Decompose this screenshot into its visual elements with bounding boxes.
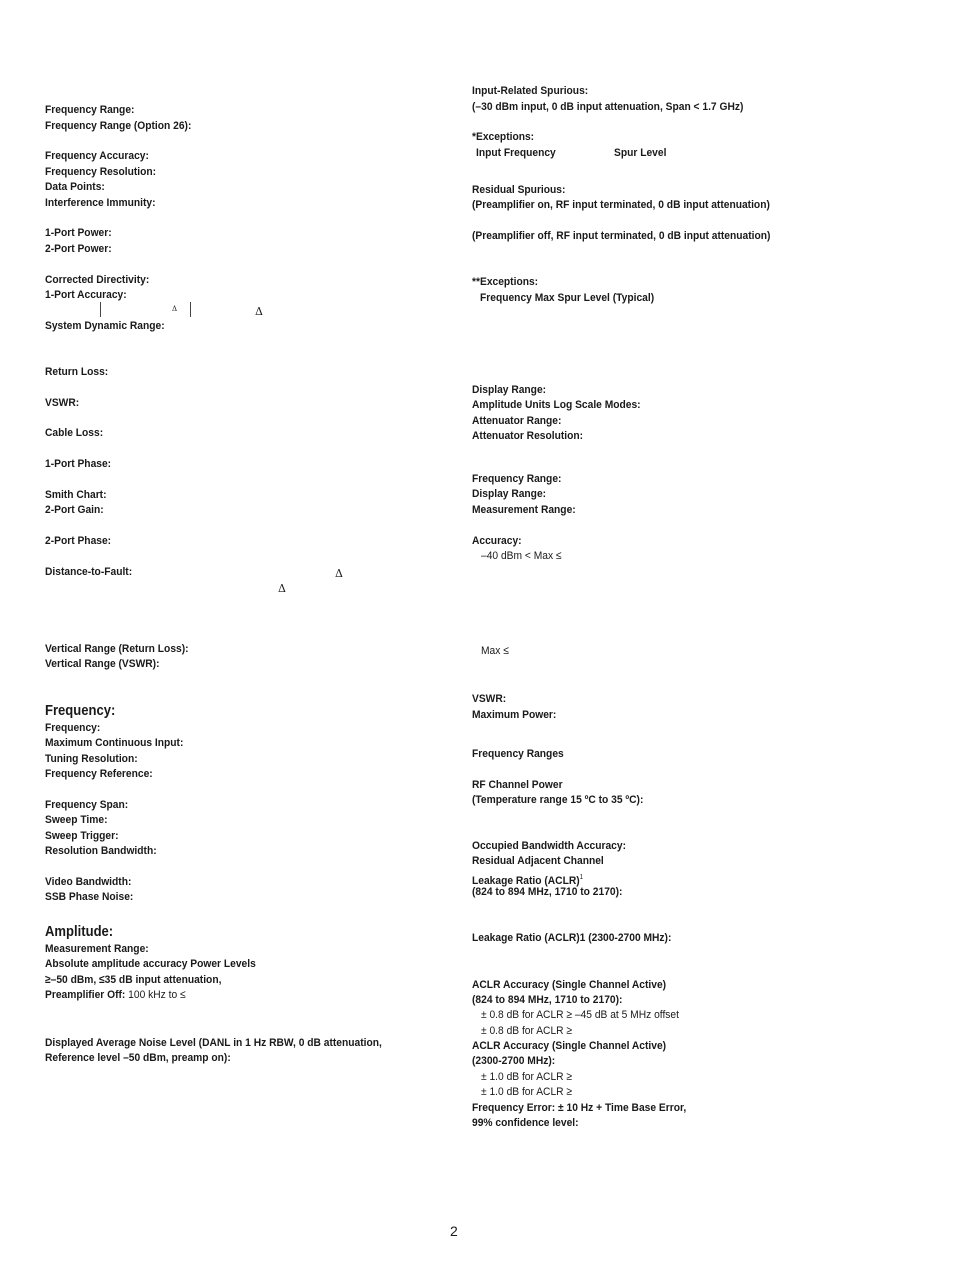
value-preamplifier-off: 100 kHz to ≤ bbox=[128, 989, 186, 1001]
label-power-meter-measurement-range: Measurement Range: bbox=[472, 504, 576, 516]
label-power-meter-display-range: Display Range: bbox=[472, 488, 547, 500]
label-tuning-resolution: Tuning Resolution: bbox=[45, 753, 138, 765]
label-exceptions-2: **Exceptions: bbox=[472, 276, 539, 288]
label-preamp-off-condition: (Preamplifier off, RF input terminated, 0 dB input attenuation) bbox=[472, 230, 771, 242]
delta-symbol: Δ bbox=[278, 582, 286, 595]
aclr-line-2: ± 0.8 dB for ACLR ≥ bbox=[481, 1025, 573, 1037]
label-frequency-range-option-26: Frequency Range (Option 26): bbox=[45, 120, 192, 132]
label-accuracy: Accuracy: bbox=[472, 535, 522, 547]
accuracy-condition-2: Max ≤ bbox=[481, 645, 509, 657]
heading-amplitude: Amplitude: bbox=[45, 924, 114, 940]
label-attenuator-resolution: Attenuator Resolution: bbox=[472, 430, 584, 442]
label-temperature-range: (Temperature range 15 ºC to 35 ºC): bbox=[472, 794, 644, 806]
delta-symbol: Δ bbox=[335, 567, 343, 580]
label-attenuator-range: Attenuator Range: bbox=[472, 415, 562, 427]
column-spur-level: Spur Level bbox=[614, 147, 667, 159]
label-frequency-resolution: Frequency Resolution: bbox=[45, 166, 157, 178]
label-preamplifier-off: Preamplifier Off: bbox=[45, 989, 126, 1001]
label-preamp-on-condition: (Preamplifier on, RF input terminated, 0 dB input attenuation) bbox=[472, 199, 770, 211]
label-input-related-condition: (–30 dBm input, 0 dB input attenuation, Span < 1.7 GHz) bbox=[472, 101, 744, 113]
label-aclr-accuracy-1: ACLR Accuracy (Single Channel Active) bbox=[472, 979, 667, 991]
preamplifier-off-row bbox=[45, 989, 186, 1002]
label-frequency: Frequency: bbox=[45, 722, 101, 734]
label-sweep-trigger: Sweep Trigger: bbox=[45, 830, 119, 842]
label-corrected-directivity: Corrected Directivity: bbox=[45, 274, 150, 286]
label-input-related-spurious: Input-Related Spurious: bbox=[472, 85, 589, 97]
label-vertical-range-vswr: Vertical Range (VSWR): bbox=[45, 658, 160, 670]
label-exceptions: *Exceptions: bbox=[472, 131, 535, 143]
table-divider bbox=[190, 302, 191, 317]
label-frequency-accuracy: Frequency Accuracy: bbox=[45, 150, 149, 162]
label-band-824-2170: (824 to 894 MHz, 1710 to 2170): bbox=[472, 886, 623, 898]
delta-symbol: Δ bbox=[255, 305, 263, 318]
label-danl: Displayed Average Noise Level (DANL in 1 Hz RBW, 0 dB attenuation, bbox=[45, 1037, 382, 1049]
accuracy-condition-1: –40 dBm < Max ≤ bbox=[481, 550, 562, 562]
label-leakage-ratio-2300: Leakage Ratio (ACLR)1 (2300-2700 MHz): bbox=[472, 932, 672, 944]
label-occupied-bandwidth-accuracy: Occupied Bandwidth Accuracy: bbox=[472, 840, 626, 852]
label-1-port-accuracy: 1-Port Accuracy: bbox=[45, 289, 127, 301]
label-2-port-phase: 2-Port Phase: bbox=[45, 535, 112, 547]
aclr-line-4: ± 1.0 dB for ACLR ≥ bbox=[481, 1086, 573, 1098]
label-1-port-power: 1-Port Power: bbox=[45, 227, 112, 239]
label-frequency-range: Frequency Range: bbox=[45, 104, 135, 116]
label-vswr-right: VSWR: bbox=[472, 693, 507, 705]
label-vswr: VSWR: bbox=[45, 397, 80, 409]
column-input-frequency: Input Frequency bbox=[476, 147, 556, 159]
label-frequency-span: Frequency Span: bbox=[45, 799, 129, 811]
leakage-ratio-text: Leakage Ratio (ACLR) bbox=[472, 874, 580, 887]
label-aclr-band-2: (2300-2700 MHz): bbox=[472, 1055, 556, 1067]
label-sweep-time: Sweep Time: bbox=[45, 814, 108, 826]
label-measurement-range: Measurement Range: bbox=[45, 943, 149, 955]
label-frequency-ranges: Frequency Ranges bbox=[472, 748, 564, 760]
label-vertical-range-return-loss: Vertical Range (Return Loss): bbox=[45, 643, 189, 655]
table-divider bbox=[100, 302, 101, 317]
label-distance-to-fault: Distance-to-Fault: bbox=[45, 566, 133, 578]
label-residual-spurious: Residual Spurious: bbox=[472, 184, 566, 196]
label-aclr-accuracy-2: ACLR Accuracy (Single Channel Active) bbox=[472, 1040, 667, 1052]
aclr-line-1: ± 0.8 dB for ACLR ≥ –45 dB at 5 MHz offset bbox=[481, 1009, 679, 1021]
label-power-level-condition: ≥–50 dBm, ≤35 dB input attenuation, bbox=[45, 974, 222, 986]
label-ssb-phase-noise: SSB Phase Noise: bbox=[45, 891, 134, 903]
heading-frequency: Frequency: bbox=[45, 703, 116, 719]
label-frequency-error: Frequency Error: ± 10 Hz + Time Base Error, bbox=[472, 1102, 687, 1114]
label-data-points: Data Points: bbox=[45, 181, 105, 193]
label-cable-loss: Cable Loss: bbox=[45, 427, 104, 439]
label-power-meter-frequency-range: Frequency Range: bbox=[472, 473, 562, 485]
label-amplitude-units-log: Amplitude Units Log Scale Modes: bbox=[472, 399, 641, 411]
label-rf-channel-power: RF Channel Power bbox=[472, 779, 563, 791]
label-display-range: Display Range: bbox=[472, 384, 547, 396]
delta-symbol: Δ bbox=[172, 305, 178, 313]
label-2-port-gain: 2-Port Gain: bbox=[45, 504, 104, 516]
label-danl-reference: Reference level –50 dBm, preamp on): bbox=[45, 1052, 231, 1064]
label-frequency-reference: Frequency Reference: bbox=[45, 768, 153, 780]
label-video-bandwidth: Video Bandwidth: bbox=[45, 876, 132, 888]
label-residual-adjacent-channel: Residual Adjacent Channel bbox=[472, 855, 604, 867]
label-return-loss: Return Loss: bbox=[45, 366, 109, 378]
label-maximum-power: Maximum Power: bbox=[472, 709, 557, 721]
label-maximum-continuous-input: Maximum Continuous Input: bbox=[45, 737, 184, 749]
label-system-dynamic-range: System Dynamic Range: bbox=[45, 320, 165, 332]
label-absolute-amplitude-accuracy: Absolute amplitude accuracy Power Levels bbox=[45, 958, 256, 970]
label-aclr-band-1: (824 to 894 MHz, 1710 to 2170): bbox=[472, 994, 623, 1006]
page-number: 2 bbox=[450, 1223, 458, 1239]
label-2-port-power: 2-Port Power: bbox=[45, 243, 112, 255]
label-1-port-phase: 1-Port Phase: bbox=[45, 458, 112, 470]
column-frequency-max-spur: Frequency Max Spur Level (Typical) bbox=[480, 292, 655, 304]
label-smith-chart: Smith Chart: bbox=[45, 489, 107, 501]
label-resolution-bandwidth: Resolution Bandwidth: bbox=[45, 845, 157, 857]
label-confidence-level: 99% confidence level: bbox=[472, 1117, 579, 1129]
footnote-marker: 1 bbox=[579, 874, 584, 881]
label-interference-immunity: Interference Immunity: bbox=[45, 197, 156, 209]
aclr-line-3: ± 1.0 dB for ACLR ≥ bbox=[481, 1071, 573, 1083]
